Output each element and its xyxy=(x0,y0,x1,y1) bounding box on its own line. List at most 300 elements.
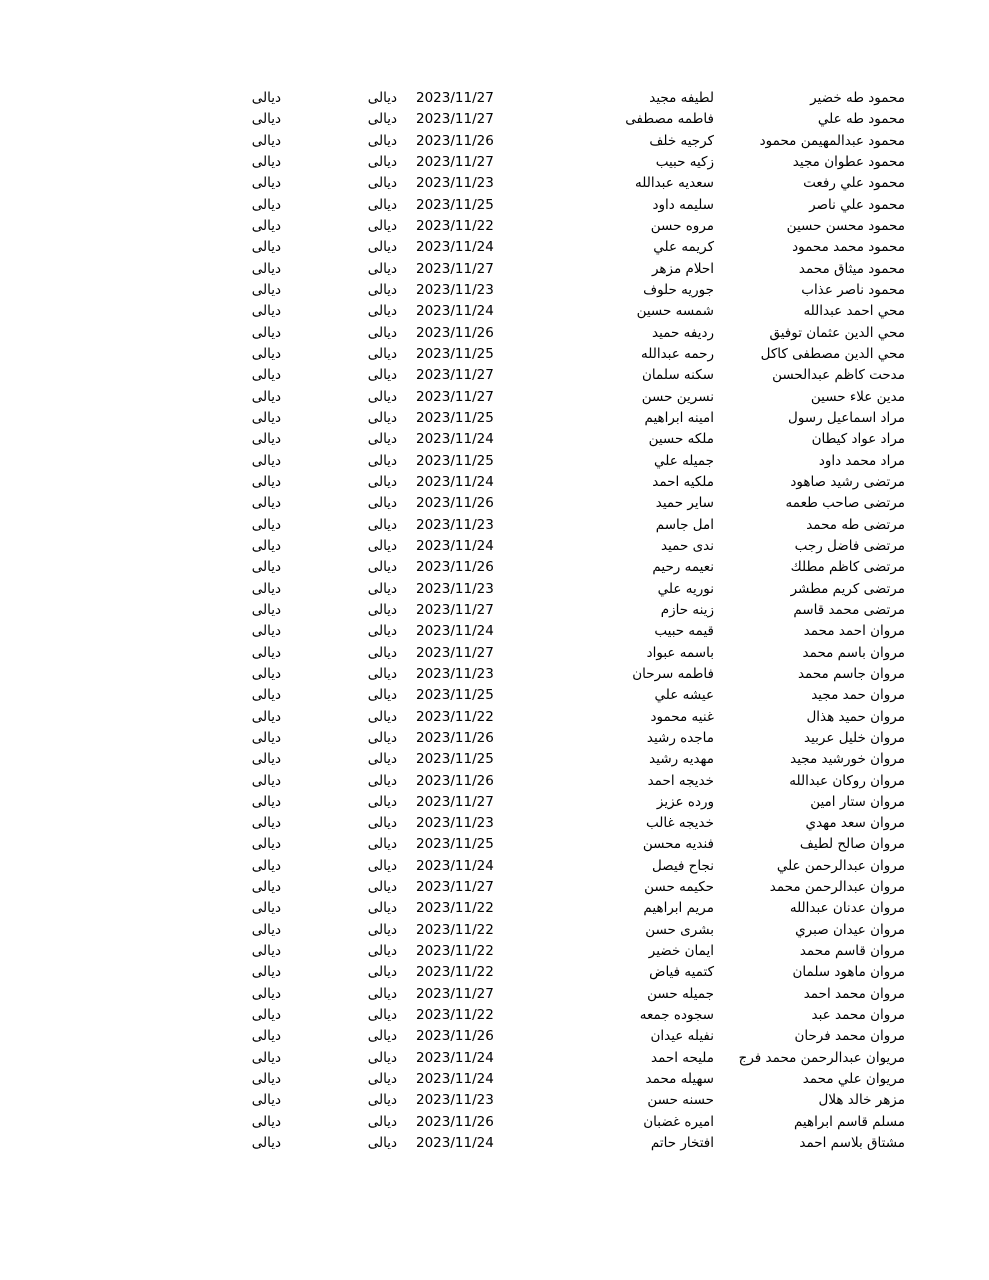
table-row xyxy=(0,643,989,664)
governorate-value: ديالى xyxy=(367,964,397,981)
governorate-value-2: ديالى xyxy=(251,793,281,810)
person-name: مروان عدنان عبدالله xyxy=(789,900,905,917)
date-value: 2023/11/24 xyxy=(416,473,494,490)
mother-name: اميره غضبان xyxy=(643,1113,714,1130)
document-table xyxy=(0,88,989,1154)
table-row xyxy=(0,834,989,855)
governorate-value-2: ديالى xyxy=(251,900,281,917)
person-name: مشتاق بلاسم احمد xyxy=(799,1135,905,1152)
person-name: مروان محمد فرحان xyxy=(794,1028,905,1045)
person-name: مروان ستار امين xyxy=(810,793,905,810)
person-name: مراد محمد داود xyxy=(818,452,905,469)
date-value: 2023/11/22 xyxy=(416,900,494,917)
table-row xyxy=(0,237,989,258)
mother-name: باسمه عبواد xyxy=(646,644,714,661)
mother-name: ايمان خضير xyxy=(648,943,714,960)
governorate-value: ديالى xyxy=(367,943,397,960)
mother-name: احلام مزهر xyxy=(651,260,714,277)
date-value: 2023/11/23 xyxy=(416,580,494,597)
mother-name: ساير حميد xyxy=(655,495,714,512)
governorate-value: ديالى xyxy=(367,260,397,277)
governorate-value-2: ديالى xyxy=(251,367,281,384)
governorate-value-2: ديالى xyxy=(251,473,281,490)
person-name: مرتضى طه محمد xyxy=(806,516,905,533)
mother-name: مريم ابراهيم xyxy=(643,900,714,917)
governorate-value-2: ديالى xyxy=(251,921,281,938)
mother-name: سكنه سلمان xyxy=(642,367,714,384)
mother-name: فاطمه مصطفى xyxy=(625,111,714,128)
mother-name: سهيله محمد xyxy=(645,1071,714,1088)
table-row xyxy=(0,472,989,493)
governorate-value: ديالى xyxy=(367,281,397,298)
person-name: مرتضى كاظم مطلك xyxy=(790,559,905,576)
governorate-value: ديالى xyxy=(367,559,397,576)
date-value: 2023/11/25 xyxy=(416,751,494,768)
governorate-value-2: ديالى xyxy=(251,196,281,213)
person-name: محي احمد عبدالله xyxy=(803,303,905,320)
governorate-value-2: ديالى xyxy=(251,729,281,746)
person-name: محي الدين عثمان توفيق xyxy=(769,324,905,341)
person-name: محمود طه خضير xyxy=(810,90,905,106)
person-name: محي الدين مصطفى كاكل xyxy=(760,345,905,362)
mother-name: زينه حازم xyxy=(660,601,714,618)
governorate-value-2: ديالى xyxy=(251,836,281,853)
table-row xyxy=(0,109,989,130)
date-value: 2023/11/23 xyxy=(416,665,494,682)
date-value: 2023/11/27 xyxy=(416,601,494,618)
governorate-value: ديالى xyxy=(367,111,397,128)
governorate-value-2: ديالى xyxy=(251,303,281,320)
governorate-value-2: ديالى xyxy=(251,559,281,576)
person-name: محمود علي رفعت xyxy=(803,175,905,192)
date-value: 2023/11/27 xyxy=(416,260,494,277)
person-name: مروان روكان عبدالله xyxy=(789,772,905,789)
governorate-value: ديالى xyxy=(367,537,397,554)
person-name: محمود محسن حسين xyxy=(786,217,905,234)
governorate-value: ديالى xyxy=(367,1028,397,1045)
mother-name: ورده عزيز xyxy=(656,793,714,810)
person-name: مروان حميد هذال xyxy=(806,708,905,725)
person-name: محمود علي ناصر xyxy=(809,196,905,213)
date-value: 2023/11/22 xyxy=(416,1007,494,1024)
governorate-value: ديالى xyxy=(367,601,397,618)
date-value: 2023/11/24 xyxy=(416,537,494,554)
governorate-value-2: ديالى xyxy=(251,90,281,106)
date-value: 2023/11/27 xyxy=(416,153,494,170)
person-name: مروان عبدالرحمن علي xyxy=(776,857,905,874)
date-value: 2023/11/26 xyxy=(416,132,494,149)
table-row xyxy=(0,493,989,514)
table-row xyxy=(0,962,989,983)
mother-name: ماجده رشيد xyxy=(646,729,714,746)
date-value: 2023/11/25 xyxy=(416,687,494,704)
governorate-value: ديالى xyxy=(367,431,397,448)
person-name: مرتضى رشيد صاهود xyxy=(790,473,905,490)
table-row xyxy=(0,1048,989,1069)
date-value: 2023/11/26 xyxy=(416,729,494,746)
person-name: مزهر خالد هلال xyxy=(818,1092,905,1109)
mother-name: عيشه علي xyxy=(654,687,714,704)
date-value: 2023/11/27 xyxy=(416,90,494,106)
date-value: 2023/11/24 xyxy=(416,239,494,256)
person-name: محمود ميثاق محمد xyxy=(798,260,905,277)
governorate-value-2: ديالى xyxy=(251,281,281,298)
table-row xyxy=(0,536,989,557)
governorate-value: ديالى xyxy=(367,751,397,768)
date-value: 2023/11/26 xyxy=(416,559,494,576)
governorate-value: ديالى xyxy=(367,175,397,192)
person-name: مروان عبدالرحمن محمد xyxy=(769,879,905,896)
governorate-value-2: ديالى xyxy=(251,153,281,170)
date-value: 2023/11/24 xyxy=(416,623,494,640)
person-name: مراد اسماعيل رسول xyxy=(788,409,905,426)
governorate-value-2: ديالى xyxy=(251,708,281,725)
governorate-value-2: ديالى xyxy=(251,409,281,426)
governorate-value: ديالى xyxy=(367,473,397,490)
date-value: 2023/11/27 xyxy=(416,388,494,405)
governorate-value: ديالى xyxy=(367,772,397,789)
date-value: 2023/11/23 xyxy=(416,516,494,533)
governorate-value-2: ديالى xyxy=(251,1028,281,1045)
date-value: 2023/11/27 xyxy=(416,879,494,896)
table-row xyxy=(0,429,989,450)
governorate-value-2: ديالى xyxy=(251,687,281,704)
governorate-value: ديالى xyxy=(367,409,397,426)
table-row xyxy=(0,195,989,216)
governorate-value: ديالى xyxy=(367,1049,397,1066)
table-row xyxy=(0,323,989,344)
governorate-value-2: ديالى xyxy=(251,260,281,277)
governorate-value-2: ديالى xyxy=(251,345,281,362)
mother-name: امينه ابراهيم xyxy=(644,409,714,426)
governorate-value: ديالى xyxy=(367,345,397,362)
governorate-value-2: ديالى xyxy=(251,1092,281,1109)
mother-name: نسرين حسن xyxy=(641,388,714,405)
person-name: محمود ناصر عذاب xyxy=(801,281,905,298)
mother-name: فنديه محسن xyxy=(642,836,714,853)
mother-name: حكيمه حسن xyxy=(644,879,714,896)
mother-name: جميله علي xyxy=(654,452,714,469)
person-name: مدين علاء حسين xyxy=(810,388,905,405)
governorate-value: ديالى xyxy=(367,153,397,170)
date-value: 2023/11/22 xyxy=(416,217,494,234)
governorate-value-2: ديالى xyxy=(251,857,281,874)
person-name: مدحت كاظم عبدالحسن xyxy=(772,367,905,384)
person-name: مريوان علي محمد xyxy=(802,1071,905,1088)
table-row xyxy=(0,941,989,962)
governorate-value-2: ديالى xyxy=(251,665,281,682)
governorate-value-2: ديالى xyxy=(251,943,281,960)
person-name: مروان خورشيد مجيد xyxy=(790,751,905,768)
date-value: 2023/11/22 xyxy=(416,964,494,981)
governorate-value: ديالى xyxy=(367,687,397,704)
governorate-value-2: ديالى xyxy=(251,879,281,896)
governorate-value: ديالى xyxy=(367,857,397,874)
governorate-value: ديالى xyxy=(367,900,397,917)
date-value: 2023/11/24 xyxy=(416,857,494,874)
governorate-value: ديالى xyxy=(367,580,397,597)
governorate-value: ديالى xyxy=(367,879,397,896)
mother-name: كريمه علي xyxy=(653,239,714,256)
table-row xyxy=(0,451,989,472)
governorate-value-2: ديالى xyxy=(251,1113,281,1130)
table-row xyxy=(0,88,989,109)
mother-name: مهديه رشيد xyxy=(649,751,714,768)
date-value: 2023/11/23 xyxy=(416,175,494,192)
governorate-value: ديالى xyxy=(367,495,397,512)
governorate-value: ديالى xyxy=(367,452,397,469)
governorate-value: ديالى xyxy=(367,90,397,106)
table-row xyxy=(0,856,989,877)
governorate-value-2: ديالى xyxy=(251,815,281,832)
governorate-value: ديالى xyxy=(367,1007,397,1024)
person-name: محمود محمد محمود xyxy=(792,239,905,256)
person-name: مرتضى محمد قاسم xyxy=(793,601,905,618)
governorate-value-2: ديالى xyxy=(251,324,281,341)
governorate-value-2: ديالى xyxy=(251,985,281,1002)
table-row xyxy=(0,301,989,322)
date-value: 2023/11/22 xyxy=(416,708,494,725)
mother-name: غنيه محمود xyxy=(650,708,714,725)
table-row xyxy=(0,1112,989,1133)
table-row xyxy=(0,259,989,280)
date-value: 2023/11/24 xyxy=(416,431,494,448)
governorate-value: ديالى xyxy=(367,367,397,384)
person-name: مريوان عبدالرحمن محمد فرج xyxy=(738,1049,905,1066)
governorate-value: ديالى xyxy=(367,239,397,256)
governorate-value: ديالى xyxy=(367,1092,397,1109)
mother-name: مليحه احمد xyxy=(650,1049,714,1066)
governorate-value: ديالى xyxy=(367,388,397,405)
governorate-value: ديالى xyxy=(367,132,397,149)
table-row xyxy=(0,728,989,749)
mother-name: نوريه علي xyxy=(657,580,714,597)
governorate-value-2: ديالى xyxy=(251,644,281,661)
date-value: 2023/11/25 xyxy=(416,196,494,213)
date-value: 2023/11/27 xyxy=(416,793,494,810)
mother-name: كتميه فياض xyxy=(649,964,714,981)
governorate-value: ديالى xyxy=(367,921,397,938)
date-value: 2023/11/26 xyxy=(416,1028,494,1045)
table-row xyxy=(0,1133,989,1154)
mother-name: جميله حسن xyxy=(647,985,714,1002)
person-name: مروان باسم محمد xyxy=(802,644,905,661)
person-name: مروان حمد مجيد xyxy=(811,687,905,704)
date-value: 2023/11/23 xyxy=(416,1092,494,1109)
mother-name: جوريه حلوف xyxy=(643,281,714,298)
date-value: 2023/11/24 xyxy=(416,1071,494,1088)
mother-name: بشرى حسن xyxy=(645,921,714,938)
date-value: 2023/11/25 xyxy=(416,345,494,362)
table-row xyxy=(0,344,989,365)
governorate-value-2: ديالى xyxy=(251,495,281,512)
table-row xyxy=(0,515,989,536)
person-name: مروان صالح لطيف xyxy=(799,836,905,853)
table-row xyxy=(0,920,989,941)
governorate-value-2: ديالى xyxy=(251,516,281,533)
mother-name: فاطمه سرحان xyxy=(632,665,714,682)
governorate-value-2: ديالى xyxy=(251,431,281,448)
table-row xyxy=(0,408,989,429)
table-row xyxy=(0,280,989,301)
table-row xyxy=(0,877,989,898)
person-name: مرتضى كريم مطشر xyxy=(790,580,905,597)
governorate-value: ديالى xyxy=(367,324,397,341)
date-value: 2023/11/26 xyxy=(416,772,494,789)
governorate-value: ديالى xyxy=(367,516,397,533)
mother-name: مروه حسن xyxy=(650,217,714,234)
governorate-value: ديالى xyxy=(367,1135,397,1152)
governorate-value-2: ديالى xyxy=(251,751,281,768)
mother-name: نعيمه رحيم xyxy=(652,559,714,576)
mother-name: خديجه احمد xyxy=(647,772,714,789)
mother-name: سعديه عبدالله xyxy=(635,175,714,192)
mother-name: لطيفه مجيد xyxy=(649,90,714,106)
table-row xyxy=(0,621,989,642)
date-value: 2023/11/26 xyxy=(416,495,494,512)
table-row xyxy=(0,365,989,386)
governorate-value: ديالى xyxy=(367,644,397,661)
date-value: 2023/11/27 xyxy=(416,644,494,661)
table-row xyxy=(0,984,989,1005)
date-value: 2023/11/22 xyxy=(416,921,494,938)
governorate-value-2: ديالى xyxy=(251,388,281,405)
governorate-value: ديالى xyxy=(367,623,397,640)
governorate-value-2: ديالى xyxy=(251,537,281,554)
governorate-value: ديالى xyxy=(367,665,397,682)
date-value: 2023/11/24 xyxy=(416,303,494,320)
table-row xyxy=(0,216,989,237)
governorate-value-2: ديالى xyxy=(251,175,281,192)
person-name: مراد عواد كيطان xyxy=(811,431,905,448)
mother-name: ندى حميد xyxy=(660,537,714,554)
person-name: مروان قاسم محمد xyxy=(799,943,905,960)
mother-name: زكيه حبيب xyxy=(655,153,714,170)
date-value: 2023/11/26 xyxy=(416,324,494,341)
table-row xyxy=(0,685,989,706)
governorate-value-2: ديالى xyxy=(251,623,281,640)
table-row xyxy=(0,1090,989,1111)
mother-name: امل جاسم xyxy=(655,516,714,533)
governorate-value-2: ديالى xyxy=(251,601,281,618)
mother-name: حسنه حسن xyxy=(647,1092,714,1109)
date-value: 2023/11/26 xyxy=(416,1113,494,1130)
person-name: مروان سعد مهدي xyxy=(805,815,905,832)
mother-name: نفيله عيدان xyxy=(650,1028,714,1045)
person-name: مروان عيدان صبري xyxy=(795,921,905,938)
governorate-value: ديالى xyxy=(367,836,397,853)
governorate-value: ديالى xyxy=(367,985,397,1002)
table-row xyxy=(0,152,989,173)
date-value: 2023/11/25 xyxy=(416,836,494,853)
mother-name: ملكه حسين xyxy=(648,431,714,448)
governorate-value-2: ديالى xyxy=(251,111,281,128)
table-row xyxy=(0,749,989,770)
table-row xyxy=(0,1069,989,1090)
mother-name: خديجه غالب xyxy=(646,815,714,832)
mother-name: رحمه عبدالله xyxy=(641,345,714,362)
person-name: محمود طه علي xyxy=(817,111,905,128)
person-name: مروان احمد محمد xyxy=(803,623,905,640)
date-value: 2023/11/22 xyxy=(416,943,494,960)
table-row xyxy=(0,173,989,194)
mother-name: كرجيه خلف xyxy=(649,132,714,149)
governorate-value: ديالى xyxy=(367,793,397,810)
mother-name: سليمه داود xyxy=(652,196,714,213)
person-name: محمود عبدالمهيمن محمود xyxy=(759,132,905,149)
mother-name: قيمه حبيب xyxy=(654,623,714,640)
governorate-value-2: ديالى xyxy=(251,1071,281,1088)
table-row xyxy=(0,1026,989,1047)
table-row xyxy=(0,579,989,600)
governorate-value: ديالى xyxy=(367,1071,397,1088)
person-name: محمود عطوان مجيد xyxy=(792,153,905,170)
date-value: 2023/11/27 xyxy=(416,111,494,128)
mother-name: رديفه حميد xyxy=(652,324,714,341)
date-value: 2023/11/27 xyxy=(416,367,494,384)
mother-name: افتخار حاتم xyxy=(650,1135,714,1152)
table-row xyxy=(0,792,989,813)
person-name: مروان جاسم محمد xyxy=(797,665,905,682)
governorate-value: ديالى xyxy=(367,708,397,725)
governorate-value: ديالى xyxy=(367,196,397,213)
date-value: 2023/11/27 xyxy=(416,985,494,1002)
date-value: 2023/11/24 xyxy=(416,1049,494,1066)
governorate-value-2: ديالى xyxy=(251,580,281,597)
table-row xyxy=(0,771,989,792)
person-name: مرتضى فاضل رجب xyxy=(794,537,905,554)
table-row xyxy=(0,131,989,152)
table-row xyxy=(0,600,989,621)
governorate-value: ديالى xyxy=(367,815,397,832)
mother-name: سجوده جمعه xyxy=(639,1007,714,1024)
governorate-value-2: ديالى xyxy=(251,1135,281,1152)
table-row xyxy=(0,387,989,408)
governorate-value-2: ديالى xyxy=(251,132,281,149)
table-row xyxy=(0,813,989,834)
table-row xyxy=(0,898,989,919)
mother-name: ملكيه احمد xyxy=(652,473,714,490)
mother-name: نجاح فيصل xyxy=(651,857,714,874)
date-value: 2023/11/25 xyxy=(416,452,494,469)
governorate-value-2: ديالى xyxy=(251,452,281,469)
person-name: مروان خليل عربيد xyxy=(804,729,905,746)
table-row xyxy=(0,557,989,578)
governorate-value: ديالى xyxy=(367,303,397,320)
person-name: مروان محمد عبد xyxy=(811,1007,905,1024)
date-value: 2023/11/25 xyxy=(416,409,494,426)
person-name: مرتضى صاحب طعمه xyxy=(785,495,905,512)
person-name: مسلم قاسم ابراهيم xyxy=(793,1113,905,1130)
governorate-value-2: ديالى xyxy=(251,964,281,981)
governorate-value: ديالى xyxy=(367,1113,397,1130)
person-name: مروان ماهود سلمان xyxy=(792,964,905,981)
governorate-value: ديالى xyxy=(367,729,397,746)
table-row xyxy=(0,1005,989,1026)
date-value: 2023/11/24 xyxy=(416,1135,494,1152)
date-value: 2023/11/23 xyxy=(416,815,494,832)
governorate-value-2: ديالى xyxy=(251,772,281,789)
date-value: 2023/11/23 xyxy=(416,281,494,298)
governorate-value-2: ديالى xyxy=(251,217,281,234)
person-name: مروان محمد احمد xyxy=(803,985,905,1002)
governorate-value: ديالى xyxy=(367,217,397,234)
table-row xyxy=(0,707,989,728)
table-row xyxy=(0,664,989,685)
governorate-value-2: ديالى xyxy=(251,239,281,256)
mother-name: شمسه حسين xyxy=(636,303,714,320)
governorate-value-2: ديالى xyxy=(251,1007,281,1024)
